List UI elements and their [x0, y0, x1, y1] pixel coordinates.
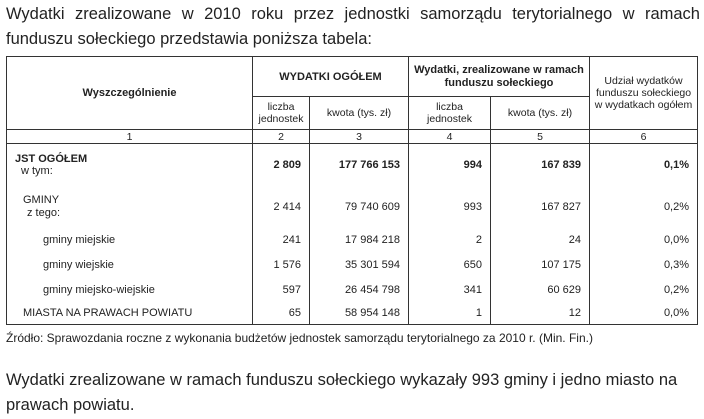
cell-amount-fund: 12 [491, 303, 590, 325]
row-sublabel: w tym: [21, 164, 53, 177]
colnum-2: 2 [253, 130, 310, 144]
header-wydatki-ogolem: WYDATKI OGÓŁEM [253, 57, 409, 97]
row-label: MIASTA NA PRAWACH POWIATU [7, 303, 253, 325]
cell-amount-fund: 167 839 [491, 144, 590, 186]
colnum-3: 3 [310, 130, 409, 144]
cell-count-fund: 341 [409, 278, 491, 303]
cell-count-total: 241 [253, 228, 310, 253]
intro-paragraph: Wydatki zrealizowane w 2010 roku przez jednostki samorządu terytorialnego w ramach funduszu sołeckiego przedstawia poniższa tabela: [6, 5, 700, 48]
subheader-amount-fund: kwota (tys. zł) [491, 97, 590, 130]
cell-count-total: 2 809 [253, 144, 310, 186]
cell-amount-total: 17 984 218 [310, 228, 409, 253]
table-row [7, 303, 698, 325]
cell-amount-total: 79 740 609 [310, 186, 409, 228]
header-wydatki-fundusz: Wydatki, zrealizowane w ramach funduszu sołeckiego [409, 57, 590, 97]
cell-count-total: 2 414 [253, 186, 310, 228]
row-label: gminy wiejskie [7, 253, 253, 278]
table-row [7, 228, 698, 253]
cell-count-fund: 1 [409, 303, 491, 325]
cell-share: 0,2% [590, 278, 698, 303]
colnum-5: 5 [491, 130, 590, 144]
subheader-amount-total: kwota (tys. zł) [310, 97, 409, 130]
table-row [7, 253, 698, 278]
cell-count-fund: 994 [409, 144, 491, 186]
cell-amount-total: 26 454 798 [310, 278, 409, 303]
table-row [7, 186, 698, 228]
outro-paragraph: Wydatki zrealizowane w ramach funduszu sołeckiego wykazały 993 gminy i jedno miasto na prawach powiatu. [6, 371, 678, 414]
row-sublabel: z tego: [27, 206, 61, 219]
cell-count-total: 597 [253, 278, 310, 303]
row-label: GMINY [23, 193, 60, 206]
cell-amount-total: 58 954 148 [310, 303, 409, 325]
row-label: gminy miejsko-wiejskie [7, 278, 253, 303]
table-row [7, 278, 698, 303]
cell-share: 0,2% [590, 186, 698, 228]
header-udzial: Udział wydatków funduszu sołeckiego w wydatkach ogółem [590, 57, 698, 130]
subheader-count-total: liczba jednostek [253, 97, 310, 130]
cell-count-fund: 2 [409, 228, 491, 253]
header-wyszczegolnienie: Wyszczególnienie [7, 57, 253, 130]
table-row [7, 144, 698, 186]
cell-count-fund: 650 [409, 253, 491, 278]
colnum-4: 4 [409, 130, 491, 144]
cell-amount-fund: 107 175 [491, 253, 590, 278]
cell-share: 0,0% [590, 228, 698, 253]
source-note: Źródło: Sprawozdania roczne z wykonania budżetów jednostek samorządu terytorialnego za 2010 r. (Min. Fin.) [6, 331, 593, 345]
cell-share: 0,3% [590, 253, 698, 278]
cell-amount-total: 35 301 594 [310, 253, 409, 278]
cell-share: 0,0% [590, 303, 698, 325]
subheader-count-fund: liczba jednostek [409, 97, 491, 130]
cell-share: 0,1% [590, 144, 698, 186]
cell-amount-fund: 60 629 [491, 278, 590, 303]
cell-amount-fund: 167 827 [491, 186, 590, 228]
cell-count-total: 1 576 [253, 253, 310, 278]
row-label: gminy miejskie [7, 228, 253, 253]
cell-count-total: 65 [253, 303, 310, 325]
colnum-1: 1 [7, 130, 253, 144]
cell-amount-total: 177 766 153 [310, 144, 409, 186]
expenditure-table [6, 56, 698, 325]
row-label: JST OGÓŁEM [15, 152, 88, 165]
cell-amount-fund: 24 [491, 228, 590, 253]
cell-count-fund: 993 [409, 186, 491, 228]
colnum-6: 6 [590, 130, 698, 144]
